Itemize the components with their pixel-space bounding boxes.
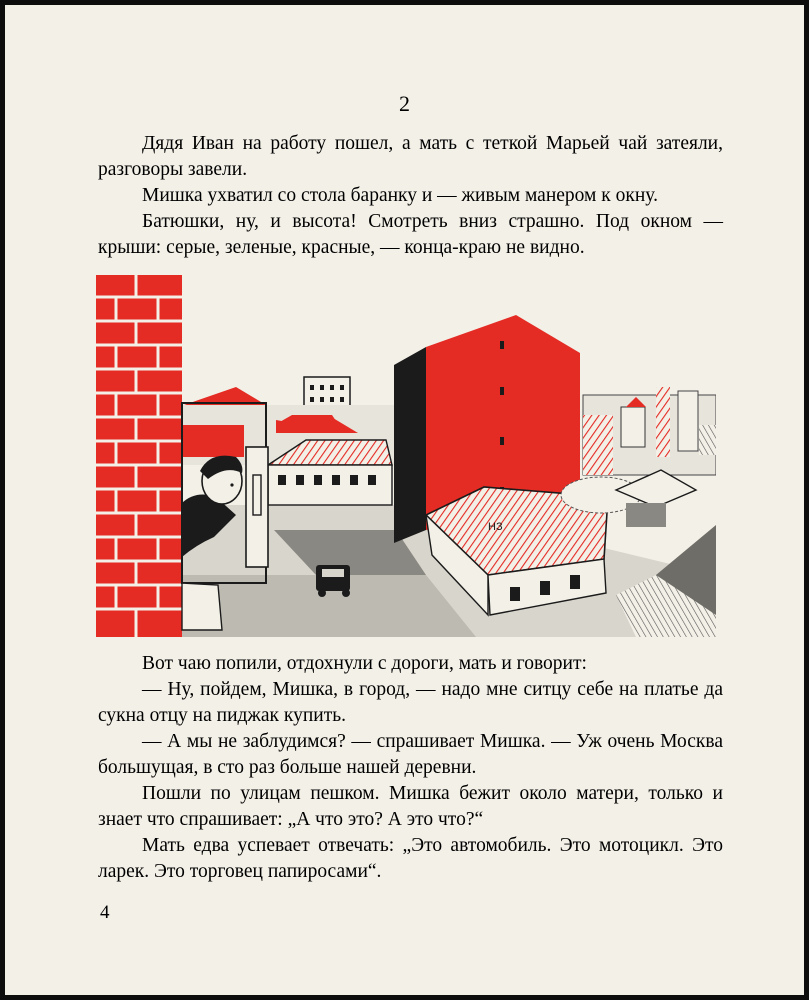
chapter-number: 2 [399,91,410,116]
paragraph: Батюшки, ну, и высота! Смотреть вниз страшно. Под окном — крыши: серые, зеленые, красные, — конца-краю не видно. [98,211,723,258]
paragraph: Дядя Иван на работу пошел, а мать с теткой Марьей чай затеяли, разговоры завели. [98,133,723,180]
paragraph: Вот чаю попили, отдохнули с дороги, мать и говорит: [142,653,587,674]
text-block-bottom [98,651,723,885]
roof-sign: НЗ [488,521,503,533]
paragraph: Мишка ухватил со стола баранку и — живым манером к окну. [142,185,658,206]
text-block-top [98,131,723,261]
paragraph: — А мы не заблудимся? — спрашивает Мишка. — Уж очень Москва большущая, в сто раз больше нашей деревни. [98,731,723,778]
paragraph: — Ну, пойдем, Мишка, в город, — надо мне ситцу себе на платье да сукна отцу на пиджак купить. [98,679,723,726]
paragraph: Мать едва успевает отвечать: „Это автомобиль. Это мотоцикл. Это ларек. Это торговец папиросами“. [98,835,723,882]
brick-wall [96,275,182,637]
page-number: 4 [100,902,110,923]
city-illustration [96,275,716,637]
paragraph: Пошли по улицам пешком. Мишка бежит около матери, только и знает что спрашивает: „А что это? А это что?“ [98,783,723,830]
